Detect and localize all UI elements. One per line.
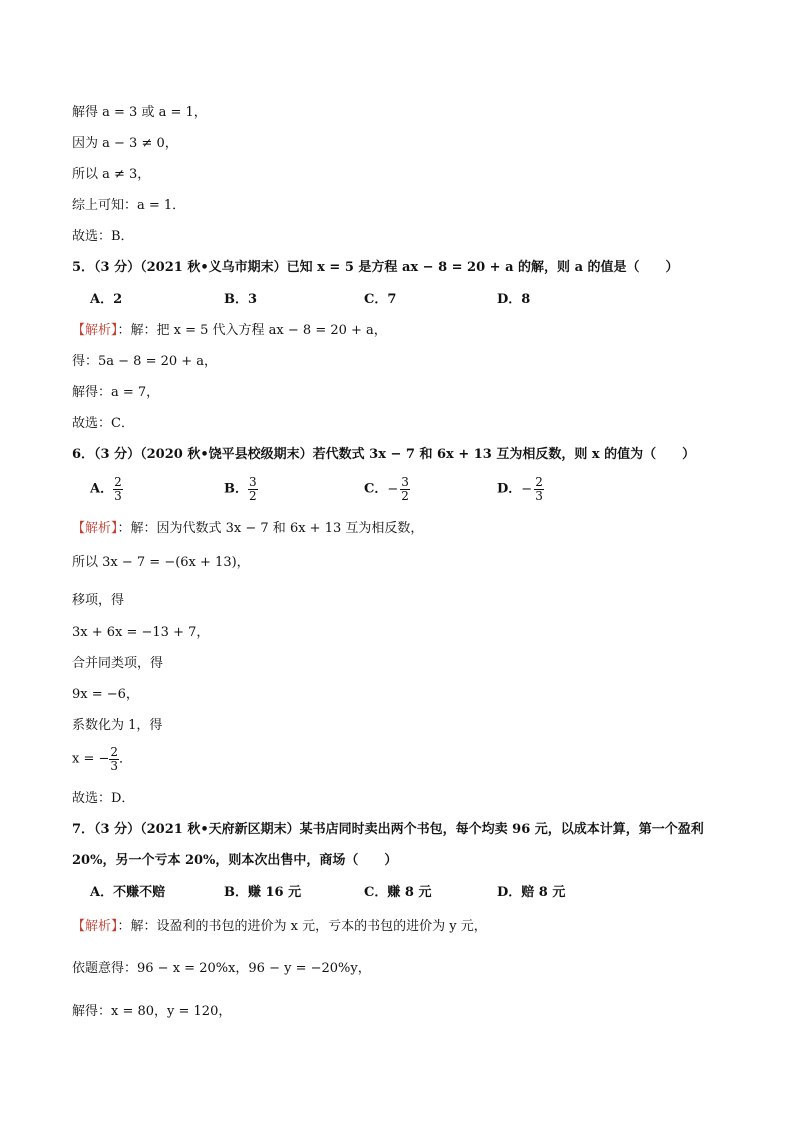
solution-line: 所以 3x − 7 = −(6x + 13)， <box>72 555 250 570</box>
analysis-line <box>72 322 387 340</box>
question-7-stem: 7．（3 分）（2021 秋•天府新区期末）某书店同时卖出两个书包，每个均卖 96 元，以成本计算，第一个盈利 <box>72 822 704 837</box>
option-b: B． $\frac{3}{2}$ <box>224 475 257 503</box>
question-7-stem-cont: 20%，另一个亏本 20%，则本次出售中，商场（ ） <box>72 853 398 868</box>
answer-line: 故选：D． <box>72 791 135 806</box>
analysis-text: ：解：把 x = 5 代入方程 ax − 8 = 20 + a， <box>117 323 387 338</box>
solution-line: x = − $\frac{2}{3}$ ． <box>72 745 133 773</box>
fraction: $\frac{2}{3}$ <box>110 745 119 773</box>
answer-line: 故选：C． <box>72 416 134 431</box>
option-c: C．− $\frac{3}{2}$ <box>364 475 409 503</box>
solution-line: 3x + 6x = −13 + 7， <box>72 625 210 640</box>
option-a: A．2 <box>90 292 123 307</box>
solution-line: 合并同类项，得 <box>72 656 164 671</box>
option-b: B．3 <box>224 292 258 307</box>
fraction: $\frac{2}{3}$ <box>535 475 543 503</box>
solution-line: 9x = −6， <box>72 687 139 702</box>
option-a: A． $\frac{2}{3}$ <box>90 475 122 503</box>
option-c: C．赚 8 元 <box>364 885 432 900</box>
option-c: C．7 <box>364 292 397 307</box>
question-6-stem: 6．（3 分）（2020 秋•饶平县校级期末）若代数式 3x − 7 和 6x + 13 互为相反数，则 x 的值为（ ） <box>72 447 696 462</box>
solution-line: 得：5a − 8 = 20 + a， <box>72 354 218 369</box>
solution-line: 系数化为 1，得 <box>72 718 163 733</box>
solution-line: 综上可知：a = 1． <box>72 198 186 213</box>
fraction: $\frac{3}{2}$ <box>401 475 409 503</box>
solution-line: 解得 a = 3 或 a = 1， <box>72 105 207 120</box>
solution-line: 因为 a − 3 ≠ 0， <box>72 136 178 151</box>
option-a: A．不赚不赔 <box>90 885 166 900</box>
answer-line: 故选：B． <box>72 229 134 244</box>
analysis-line <box>72 520 423 538</box>
option-d: D．赔 8 元 <box>497 885 566 900</box>
analysis-text: ：解：设盈利的书包的进价为 x 元，亏本的书包的进价为 y 元， <box>117 919 487 934</box>
fraction: $\frac{3}{2}$ <box>249 475 257 503</box>
analysis-text: ：解：因为代数式 3x − 7 和 6x + 13 互为相反数， <box>117 521 424 536</box>
analysis-tag: 【解析】 <box>72 521 118 536</box>
solution-line: 依题意得：96 − x = 20%x，96 − y = −20%y， <box>72 961 371 976</box>
question-5-stem: 5．（3 分）（2021 秋•义乌市期末）已知 x = 5 是方程 ax − 8 = 20 + a 的解，则 a 的值是（ ） <box>72 260 679 275</box>
option-b: B．赚 16 元 <box>224 885 302 900</box>
solution-line: 所以 a ≠ 3， <box>72 167 151 182</box>
option-d: D．8 <box>497 292 531 307</box>
analysis-line <box>72 918 487 936</box>
solution-line: 解得：a = 7， <box>72 385 160 400</box>
solution-line: 移项，得 <box>72 593 125 608</box>
fraction: $\frac{2}{3}$ <box>114 475 122 503</box>
option-d: D．− $\frac{2}{3}$ <box>497 475 543 503</box>
solution-line: 解得：x = 80，y = 120， <box>72 1004 232 1019</box>
analysis-tag: 【解析】 <box>72 919 118 934</box>
analysis-tag: 【解析】 <box>72 323 118 338</box>
